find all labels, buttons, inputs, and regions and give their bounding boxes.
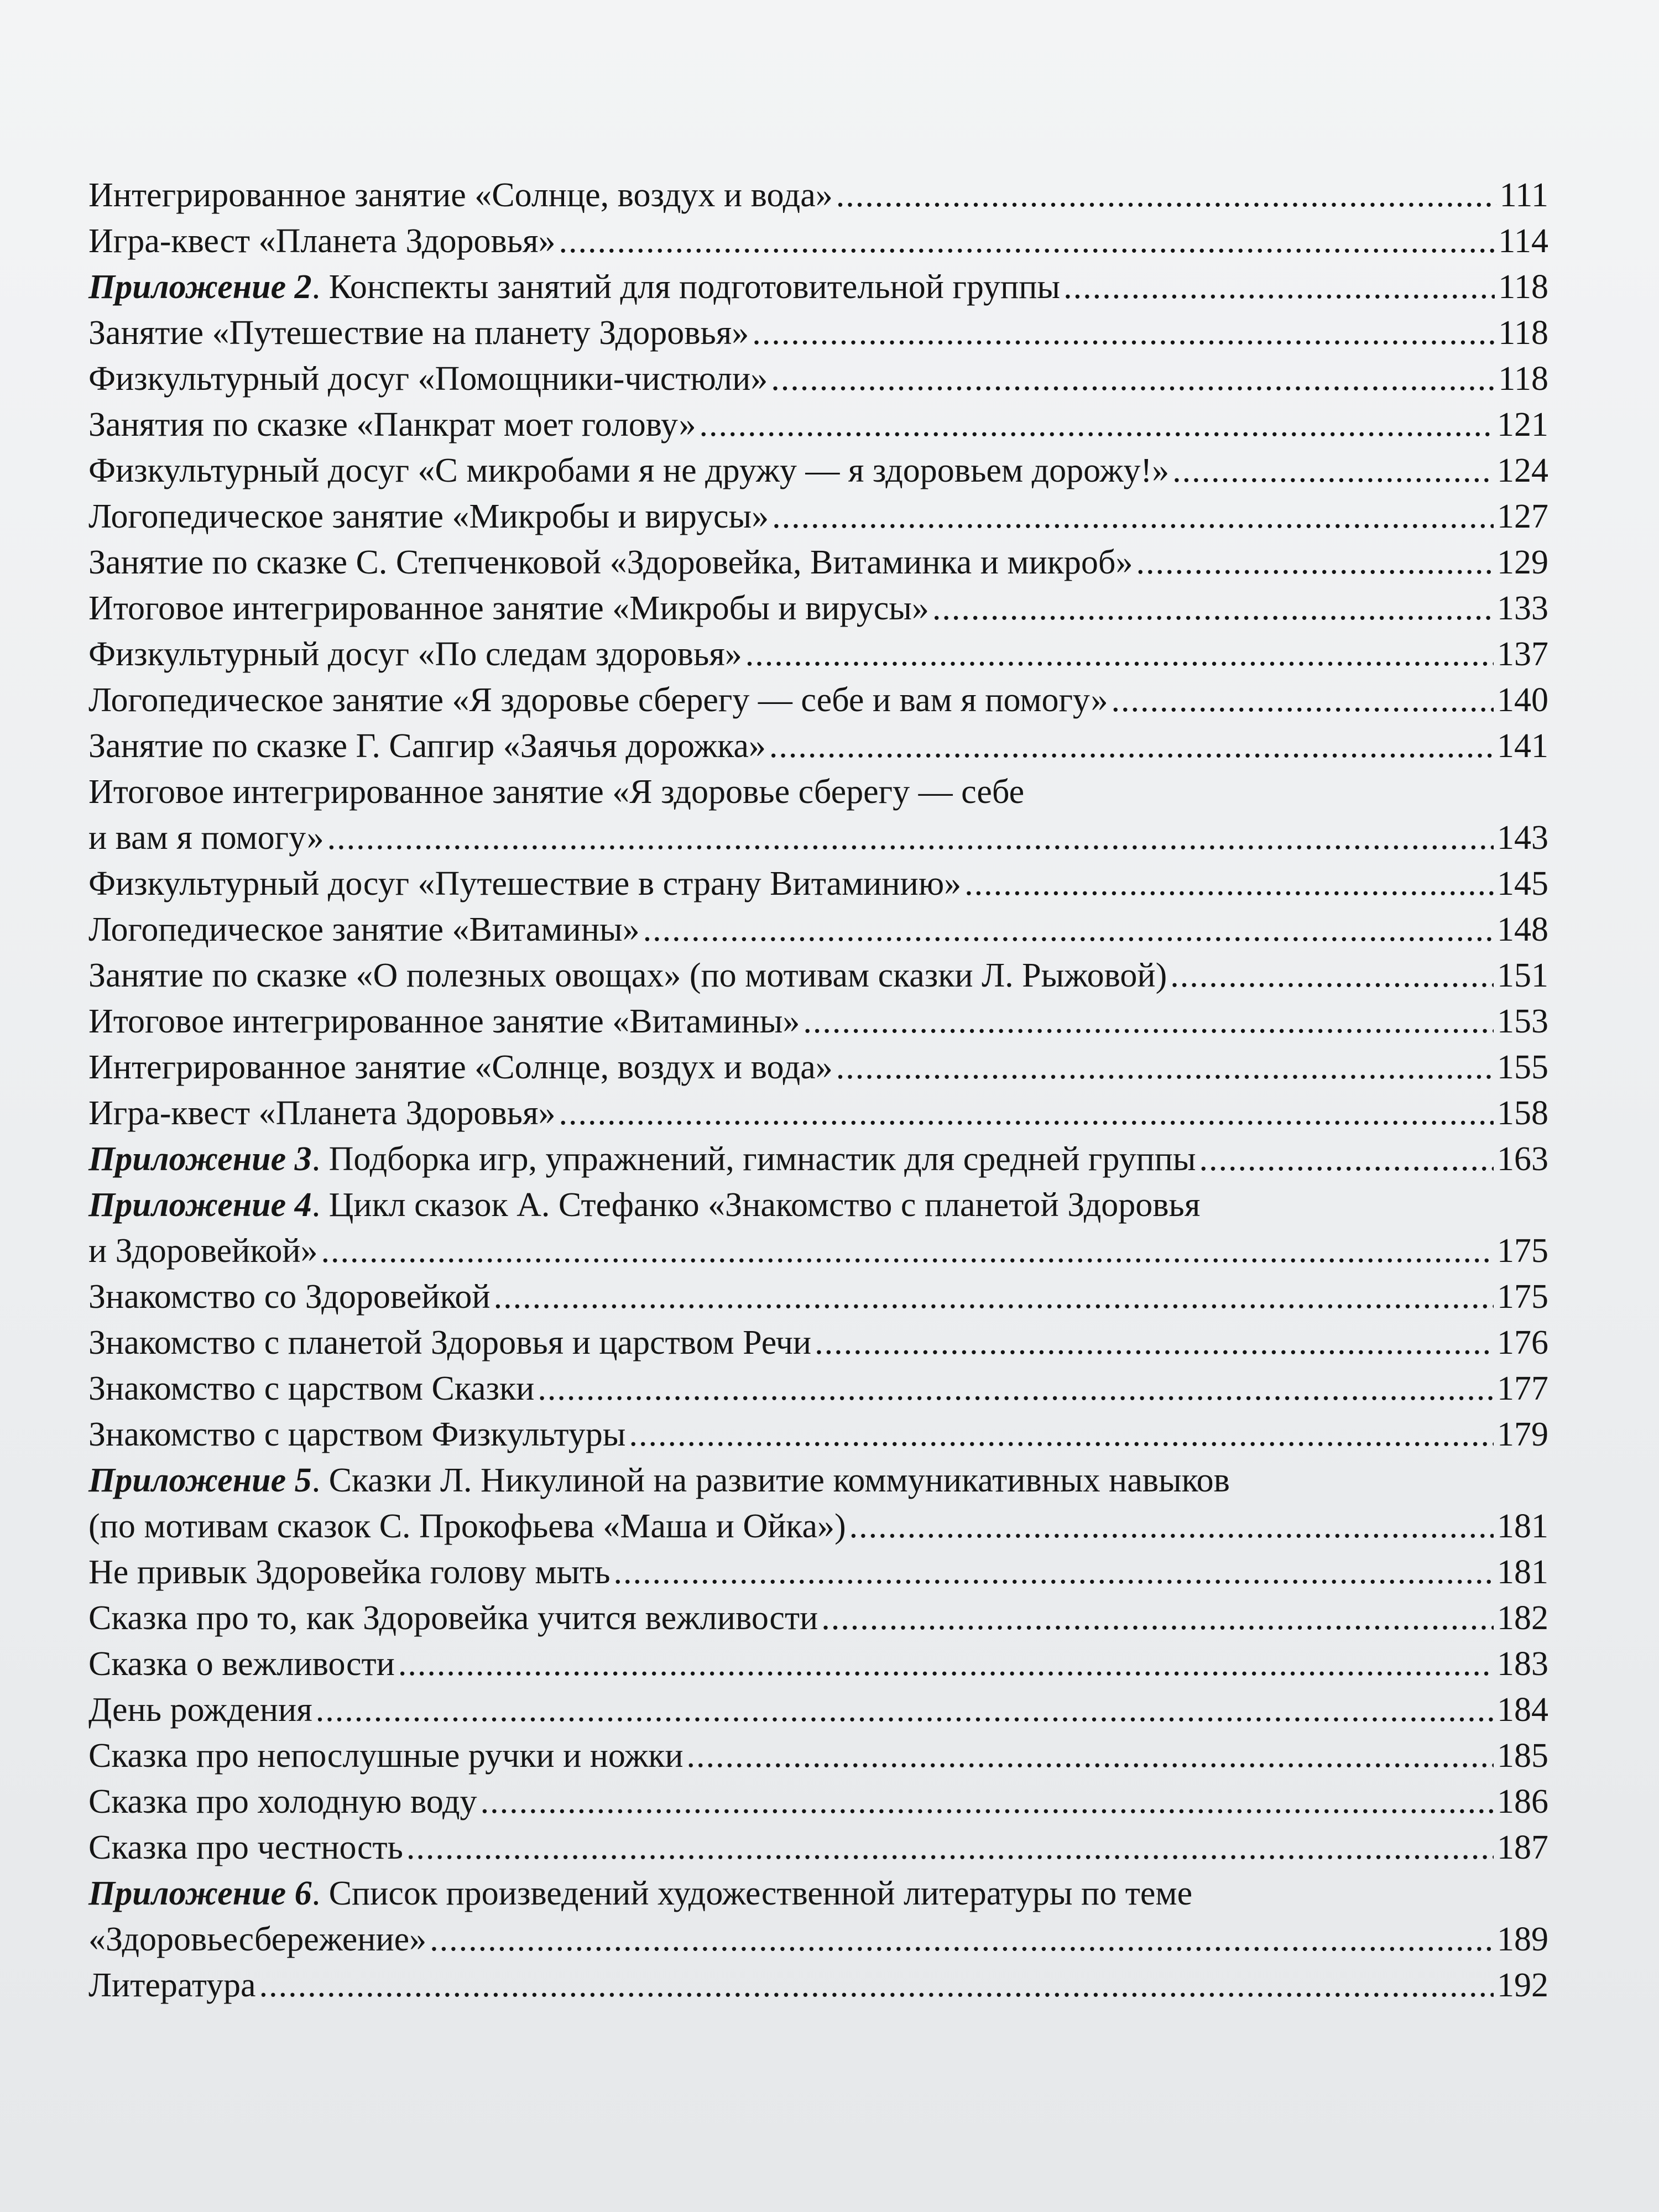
toc-entry-continuation [88,815,1548,861]
dot-leader [1172,448,1494,494]
toc-page-number: 133 [1497,589,1548,627]
appendix-title: . Конспекты занятий для подготовительной группы [311,268,1061,306]
toc-page-number: 158 [1497,1094,1548,1132]
toc-page-number: 175 [1497,1278,1548,1316]
toc-page-number: 124 [1497,452,1548,489]
toc-entry-title: Логопедическое занятие «Витамины» [88,911,640,948]
toc-entry-title: Знакомство с царством Физкультуры [88,1416,626,1453]
dot-leader [481,1779,1494,1825]
toc-entry-title [88,264,1060,310]
toc-entry [88,1779,1548,1825]
toc-page-number: 118 [1498,268,1548,306]
toc-entry-continuation [88,1504,1548,1550]
toc-page-number: 127 [1497,498,1548,535]
dot-leader [745,632,1494,677]
toc-appendix-entry [88,264,1548,310]
dot-leader [699,402,1494,448]
appendix-label: Приложение 2 [88,268,312,306]
toc-page-number: 181 [1497,1507,1548,1545]
toc-page-number: 141 [1497,727,1548,765]
toc-entry-continuation [88,1228,1548,1274]
toc-page-number: 140 [1497,681,1548,719]
appendix-label: Приложение 6 [88,1875,312,1912]
toc-entry-title: Занятия по сказке «Панкрат моет голову» [88,406,696,444]
toc-page-number: 183 [1497,1645,1548,1683]
appendix-label: Приложение 5 [88,1462,312,1499]
toc-entry [88,907,1548,953]
dot-leader [1170,953,1494,999]
toc-entry [88,1687,1548,1733]
toc-page-number: 155 [1497,1048,1548,1086]
toc-entry [88,1412,1548,1458]
table-of-contents [88,173,1548,2008]
toc-entry-title: Логопедическое занятие «Микробы и вирусы» [88,498,769,535]
toc-page-number: 177 [1497,1370,1548,1407]
dot-leader [316,1687,1494,1733]
toc-page-number: 176 [1497,1324,1548,1361]
toc-appendix-entry [88,1458,1548,1550]
dot-leader [259,1963,1494,2008]
toc-entry-title: Итоговое интегрированное занятие «Витамины» [88,1003,800,1040]
toc-page-number: 182 [1497,1599,1548,1637]
toc-page-number: 137 [1497,635,1548,673]
toc-page-number: 153 [1497,1003,1548,1040]
toc-entry-title: Занятие «Путешествие на планету Здоровья» [88,314,749,352]
dot-leader [849,1504,1494,1550]
toc-entry-title: Знакомство с царством Сказки [88,1370,535,1407]
dot-leader [614,1550,1494,1595]
toc-entry [88,1366,1548,1412]
toc-entry-title-continued: «Здоровьесбережение» [88,1921,427,1958]
dot-leader [494,1274,1494,1320]
dot-leader [964,861,1494,907]
toc-entry [88,402,1548,448]
toc-entry-title: Знакомство со Здоровейкой [88,1278,491,1316]
toc-entry [88,494,1548,540]
toc-page-number: 111 [1499,176,1548,214]
toc-page-number: 145 [1497,865,1548,902]
toc-page-number: 163 [1497,1140,1548,1178]
toc-entry [88,1320,1548,1366]
toc-entry [88,953,1548,999]
toc-entry [88,861,1548,907]
toc-page-number: 114 [1498,222,1548,260]
dot-leader [821,1595,1494,1641]
dot-leader [629,1412,1494,1458]
toc-entry-title [88,1458,1230,1504]
toc-entry [88,677,1548,723]
dot-leader [836,173,1496,218]
appendix-title: . Список произведений художественной литературы по теме [311,1875,1193,1912]
toc-entry [88,1550,1548,1595]
toc-entry [88,1733,1548,1779]
dot-leader [752,310,1495,356]
dot-leader [803,999,1494,1045]
toc-appendix-entry [88,1182,1548,1274]
toc-entry-title [88,1871,1192,1917]
toc-page-number: 121 [1497,406,1548,444]
toc-entry [88,1825,1548,1871]
toc-entry-title-continued: и Здоровейкой» [88,1232,318,1270]
toc-page-number: 175 [1497,1232,1548,1270]
toc-entry-title: Сказка про непослушные ручки и ножки [88,1737,684,1775]
toc-entry-title: Физкультурный досуг «С микробами я не дружу — я здоровьем дорожу!» [88,452,1170,489]
appendix-label: Приложение 4 [88,1186,312,1224]
toc-entry [88,310,1548,356]
toc-entry-title-continued: и вам я помогу» [88,819,324,857]
toc-entry-title: Интегрированное занятие «Солнце, воздух и вода» [88,176,833,214]
toc-page-number: 185 [1497,1737,1548,1775]
toc-entry-title [88,1182,1200,1228]
dot-leader [559,218,1495,264]
toc-entry [88,999,1548,1045]
toc-entry-title: Физкультурный досуг «Путешествие в страну Витаминию» [88,865,962,902]
toc-entry [88,586,1548,632]
toc-entry-title: Сказка про то, как Здоровейка учится вежливости [88,1599,818,1637]
dot-leader [559,1091,1494,1136]
toc-page-number: 179 [1497,1416,1548,1453]
dot-leader [1063,264,1495,310]
toc-page-number: 151 [1497,957,1548,994]
toc-entry-title: Итоговое интегрированное занятие «Микробы и вирусы» [88,589,929,627]
toc-entry [88,356,1548,402]
dot-leader [1136,540,1494,586]
toc-entry-title: День рождения [88,1691,312,1729]
toc-entry-title: Занятие по сказке Г. Сапгир «Заячья дорожка» [88,727,766,765]
toc-entry-title: Физкультурный досуг «По следам здоровья» [88,635,742,673]
toc-entry [88,540,1548,586]
toc-page-number: 118 [1498,314,1548,352]
dot-leader [327,815,1494,861]
toc-page-number: 143 [1497,819,1548,857]
toc-page-number: 181 [1497,1553,1548,1591]
dot-leader [430,1917,1494,1963]
toc-entry-title: Физкультурный досуг «Помощники-чистюли» [88,360,768,398]
toc-entry-title: Знакомство с планетой Здоровья и царством Речи [88,1324,812,1361]
toc-entry-title: Литература [88,1966,256,2004]
toc-entry-title: Занятие по сказке «О полезных овощах» (по мотивам сказки Л. Рыжовой) [88,957,1167,994]
dot-leader [772,494,1494,540]
toc-entry-title-continued: (по мотивам сказок С. Прокофьева «Маша и Ойка») [88,1507,846,1545]
dot-leader [643,907,1494,953]
toc-entry [88,173,1548,218]
toc-entry-title: Итоговое интегрированное занятие «Я здоровье сберегу — себе [88,773,1025,811]
toc-page-number: 187 [1497,1829,1548,1866]
appendix-title: . Подборка игр, упражнений, гимнастик для средней группы [311,1140,1196,1178]
dot-leader [398,1641,1494,1687]
toc-entry [88,1274,1548,1320]
dot-leader [406,1825,1494,1871]
toc-entry [88,448,1548,494]
toc-entry [88,218,1548,264]
toc-entry [88,1641,1548,1687]
toc-entry [88,1045,1548,1091]
toc-entry-title: Сказка про холодную воду [88,1783,477,1820]
toc-entry [88,769,1548,861]
toc-entry-title: Игра-квест «Планета Здоровья» [88,222,556,260]
toc-entry-title: Не привык Здоровейка голову мыть [88,1553,611,1591]
toc-entry-title: Сказка про честность [88,1829,403,1866]
dot-leader [687,1733,1494,1779]
toc-page-number: 186 [1497,1783,1548,1820]
toc-entry-continuation [88,1917,1548,1963]
dot-leader [769,723,1494,769]
toc-entry-title: Сказка о вежливости [88,1645,395,1683]
toc-entry [88,1595,1548,1641]
dot-leader [836,1045,1494,1091]
toc-page-number: 184 [1497,1691,1548,1729]
dot-leader [1111,677,1494,723]
toc-entry-title [88,1136,1196,1182]
toc-entry-title: Логопедическое занятие «Я здоровье сберегу — себе и вам я помогу» [88,681,1108,719]
toc-entry-title: Занятие по сказке С. Степченковой «Здоровейка, Витаминка и микроб» [88,544,1133,581]
toc-appendix-entry [88,1871,1548,1963]
toc-appendix-entry [88,1136,1548,1182]
toc-entry [88,632,1548,677]
appendix-label: Приложение 3 [88,1140,312,1178]
toc-page-number: 192 [1497,1966,1548,2004]
dot-leader [538,1366,1494,1412]
toc-entry-title: Игра-квест «Планета Здоровья» [88,1094,556,1132]
dot-leader [815,1320,1494,1366]
toc-entry-title: Интегрированное занятие «Солнце, воздух и вода» [88,1048,833,1086]
appendix-title: . Сказки Л. Никулиной на развитие коммуникативных навыков [311,1462,1230,1499]
toc-page-number: 189 [1497,1921,1548,1958]
toc-entry [88,1963,1548,2008]
toc-page-number: 118 [1498,360,1548,398]
toc-page-number: 148 [1497,911,1548,948]
appendix-title: . Цикл сказок А. Стефанко «Знакомство с планетой Здоровья [311,1186,1201,1224]
toc-entry [88,723,1548,769]
dot-leader [1199,1136,1494,1182]
dot-leader [771,356,1495,402]
dot-leader [321,1228,1494,1274]
dot-leader [932,586,1494,632]
toc-page-number: 129 [1497,544,1548,581]
toc-entry [88,1091,1548,1136]
